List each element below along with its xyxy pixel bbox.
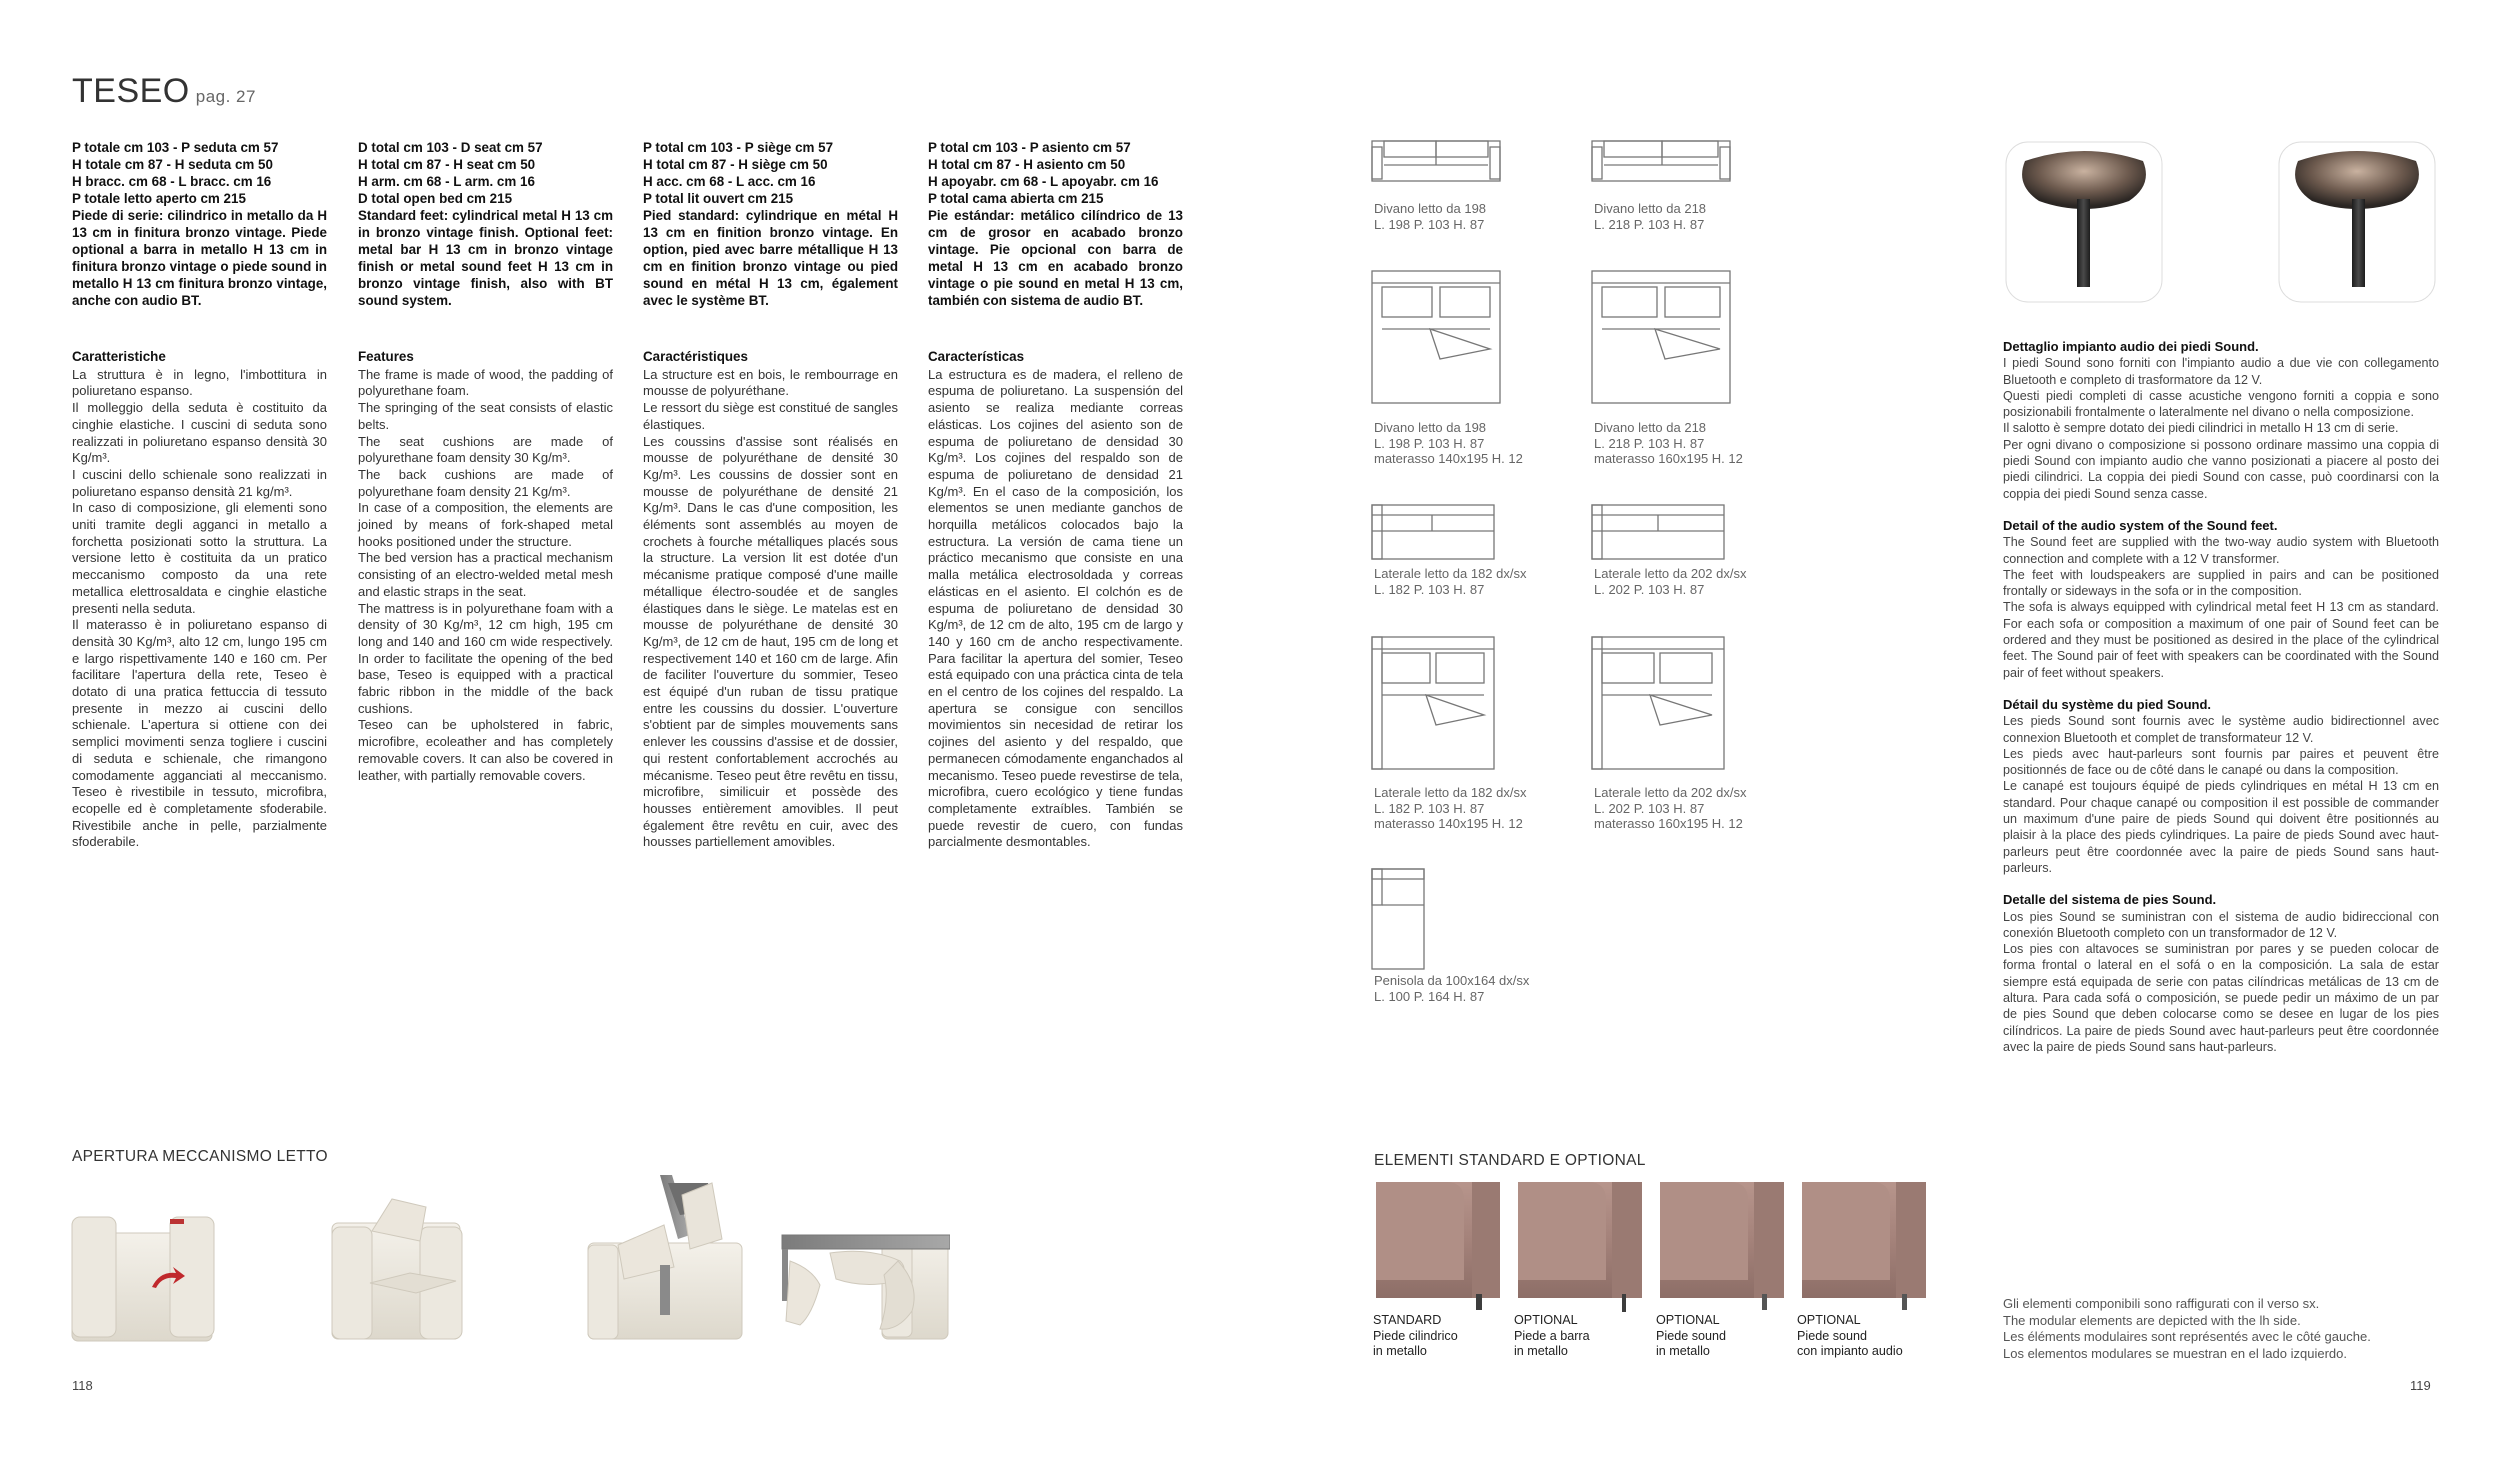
element-mattress: materasso 140x195 H. 12 bbox=[1374, 816, 1523, 831]
feet-option-line: Piede a barra bbox=[1514, 1328, 1590, 1343]
description-fr bbox=[643, 349, 898, 851]
element-dims: L. 218 P. 103 H. 87 bbox=[1594, 216, 1705, 232]
page-title bbox=[72, 72, 256, 111]
spec-feet-text: Piede di serie: cilindrico in metallo da H 13 cm in finitura bronzo vintage. Piede optional a barra in metallo H 13 cm in finitura bronzo vintage o piede sound in metallo H 13 cm finitura bronzo vintage, anche con audio BT. bbox=[72, 208, 327, 308]
element-caption bbox=[1374, 973, 1529, 1004]
sound-foot-photo-1 bbox=[2006, 142, 2162, 302]
description-para: The seat cushions are made of polyurethane foam density 30 Kg/m³. bbox=[358, 433, 613, 466]
foot-photo-sound-audio bbox=[1802, 1182, 1926, 1310]
spec-line: H totale cm 87 - H seduta cm 50 bbox=[72, 157, 273, 172]
element-dims: L. 182 P. 103 H. 87 bbox=[1374, 581, 1485, 597]
mechanism-step-2 bbox=[332, 1199, 462, 1339]
audio-text: Les pieds Sound sont fournis avec le système audio bidirectionnel avec connexion Bluetooth et complet de transformateur 12 V. Les pieds avec haut-parleurs sont fournis par paires et peuvent être positionnés de face ou de côté dans le canapé ou dans la composition. Le canapé est toujours équipé de pieds cylindriques en métal H 13 cm en standard. Pour chaque canapé ou composition il est possible de commander un maximum d'une paire de pieds Sound qui doivent être positionnés au plaisir à la place des pieds cylindriques. La paire de pieds Sound avec haut-parleurs peut être coordonnée avec la paire de pieds Sound sans haut-parleurs. bbox=[2003, 714, 2439, 875]
audio-heading: Dettaglio impianto audio dei piedi Sound. bbox=[2003, 339, 2259, 354]
description-heading: Caractéristiques bbox=[643, 349, 748, 364]
footnote-line: Los elementos modulares se muestran en el lado izquierdo. bbox=[2003, 1345, 2347, 1361]
description-it bbox=[72, 349, 327, 851]
mechanism-step-1 bbox=[72, 1217, 214, 1341]
side-bed-182-top bbox=[1372, 637, 1494, 769]
feet-option-kind: OPTIONAL bbox=[1797, 1313, 1861, 1327]
mechanism-title: APERTURA MECCANISMO LETTO bbox=[72, 1148, 328, 1165]
element-mattress: materasso 160x195 H. 12 bbox=[1594, 451, 1743, 466]
element-mattress: materasso 140x195 H. 12 bbox=[1374, 451, 1523, 466]
page-number-left: 118 bbox=[72, 1378, 93, 1393]
spec-line: P totale letto aperto cm 215 bbox=[72, 191, 246, 206]
description-heading: Features bbox=[358, 349, 414, 364]
feet-option-line: con impianto audio bbox=[1797, 1344, 1903, 1358]
footnote-line: Les éléments modulaires sont représentés avec le côté gauche. bbox=[2003, 1329, 2371, 1344]
element-dims: L. 100 P. 164 H. 87 bbox=[1374, 988, 1485, 1004]
elements-drawings bbox=[1370, 135, 1770, 987]
bed-198-top bbox=[1372, 271, 1500, 403]
description-para: Il molleggio della seduta è costituito da cinghie elastiche. I cuscini di seduta sono realizzati in poliuretano espanso densità 30 Kg/m³. bbox=[72, 400, 327, 466]
spec-line: D total cm 103 - D seat cm 57 bbox=[358, 140, 543, 155]
modular-footnote bbox=[2003, 1296, 2371, 1362]
feet-option-line: Piede cilindrico bbox=[1373, 1328, 1458, 1343]
mechanism-step-4 bbox=[782, 1235, 950, 1339]
sofa-218-front bbox=[1592, 141, 1730, 181]
element-caption bbox=[1374, 420, 1523, 467]
element-dims: L. 202 P. 103 H. 87 bbox=[1594, 581, 1705, 597]
side-202-front bbox=[1592, 505, 1724, 559]
spec-feet-text: Pie estándar: metálico cilíndrico de 13 cm de grosor en acabado bronzo vintage. Pie opcional con barra de metal H 13 cm en acabado bronzo vintage o pie sound en metal H 13 cm, también con sistema de audio BT. bbox=[928, 208, 1183, 308]
spec-line: P total lit ouvert cm 215 bbox=[643, 191, 794, 206]
description-para: The bed version has a practical mechanism consisting of an electro-welded metal mesh and elastic straps in the seat. bbox=[358, 550, 613, 599]
description-para: La estructura es de madera, el relleno de espuma de poliuretano. La suspensión del asiento se realiza mediante correas elásticas. Los cojines del asiento son de espuma de poliuretano de densidad 30 Kg/m³. Los cojines del respaldo son de espuma de poliuretano de densidad 21 Kg/m³. En el caso de la composición, los elementos se unen mediante ganchos de horquilla metálicos colocados bajo la estructura. La versión de cama tiene un práctico mecanismo que consiste en una malla metálica electrosoldada y correas elásticas en el asiento. El colchón es de espuma de poliuretano de densidad 30 Kg/m³, de 12 cm de alto, 195 cm de largo y 140 y 160 cm de ancho respectivamente. Para facilitar la apertura del somier, Teseo está equipado con una práctica cinta de tela en el centro de los cojines del respaldo. La apertura se consigue con sencillos movimientos sin necesidad de retirar los cojines del asiento y del respaldo, que permanecen cómodamente enganchados al mecanismo. Teseo puede revestirse de tela, microfibra, cuero ecológico y tiene fundas completamente extraíbles. También se puede revestir de cuero, con fundas parcialmente desmontables. bbox=[928, 366, 1183, 850]
audio-block-en bbox=[2003, 518, 2439, 681]
element-caption bbox=[1594, 201, 1706, 232]
feet-option-line: Piede sound bbox=[1797, 1328, 1868, 1343]
foot-photo-cylinder bbox=[1376, 1182, 1500, 1310]
sound-feet-photos bbox=[2003, 139, 2443, 309]
foot-photo-bar bbox=[1518, 1182, 1642, 1312]
audio-heading: Detalle del sistema de pies Sound. bbox=[2003, 892, 2217, 908]
spec-block-en bbox=[358, 139, 613, 309]
feet-option-line: in metallo bbox=[1514, 1344, 1568, 1358]
feet-option bbox=[1373, 1313, 1458, 1360]
element-caption bbox=[1374, 785, 1527, 832]
element-dims: L. 202 P. 103 H. 87 bbox=[1594, 800, 1705, 816]
feet-photos bbox=[1372, 1178, 1932, 1314]
spec-line: H total cm 87 - H asiento cm 50 bbox=[928, 157, 1126, 172]
feet-option-line: Piede sound bbox=[1656, 1328, 1727, 1343]
description-para: The frame is made of wood, the padding of polyurethane foam. bbox=[358, 366, 613, 399]
element-dims: L. 218 P. 103 H. 87 bbox=[1594, 435, 1705, 451]
feet-option bbox=[1797, 1313, 1903, 1360]
element-name: Penisola da 100x164 dx/sx bbox=[1374, 973, 1530, 988]
description-en bbox=[358, 349, 613, 784]
spec-feet-text: Standard feet: cylindrical metal H 13 cm in bronzo vintage finish. Optional feet: metal bar H 13 cm in bronzo vintage finish or metal sound feet H 13 cm in bronzo vintage finish, also with BT sound system. bbox=[358, 208, 613, 308]
element-dims: L. 198 P. 103 H. 87 bbox=[1374, 216, 1485, 232]
spec-line: H arm. cm 68 - L arm. cm 16 bbox=[358, 174, 535, 189]
feet-option-kind: OPTIONAL bbox=[1656, 1313, 1720, 1327]
audio-text: Los pies Sound se suministran con el sistema de audio bidireccional con conexión Bluetooth completo con un transformador de 12 V. Los pies con altavoces se suministran por pares y se pueden colocar de forma frontal o lateral en el sofá o en la composición. La sala de estar siempre está equipada de serie con patas cilíndricas metálicas de 13 cm de altura. Para cada sofá o composición, se puede pedir un máximo de un par de pies Sound que deben colocarse como se desee en lugar de los pies cilíndricos. La paire de pieds Sound avec haut-parleurs peut être coordonnée avec la paire de pieds Sound sans haut-parleurs. bbox=[2003, 909, 2439, 1054]
feet-option-kind: OPTIONAL bbox=[1514, 1313, 1578, 1327]
element-dims: L. 182 P. 103 H. 87 bbox=[1374, 800, 1485, 816]
element-name: Laterale letto da 182 dx/sx bbox=[1374, 566, 1527, 581]
standard-optional-title: ELEMENTI STANDARD E OPTIONAL bbox=[1374, 1152, 1646, 1169]
element-name: Divano letto da 218 bbox=[1594, 201, 1707, 216]
side-bed-202-top bbox=[1592, 637, 1724, 769]
bed-218-top bbox=[1592, 271, 1730, 403]
feet-option-kind: STANDARD bbox=[1373, 1313, 1442, 1327]
spec-line: D total open bed cm 215 bbox=[358, 191, 513, 206]
spec-block-it bbox=[72, 139, 327, 309]
element-caption bbox=[1374, 566, 1527, 597]
description-heading: Caratteristiche bbox=[72, 349, 166, 364]
description-para: The springing of the seat consists of elastic belts. bbox=[358, 400, 613, 432]
side-182-front bbox=[1372, 505, 1494, 559]
foot-photo-sound bbox=[1660, 1182, 1784, 1310]
spec-block-fr bbox=[643, 139, 898, 309]
product-name: TESEO bbox=[72, 72, 190, 110]
element-name: Divano letto da 198 bbox=[1374, 201, 1487, 216]
chaise-top bbox=[1372, 869, 1424, 969]
audio-details bbox=[2003, 339, 2439, 1071]
element-name: Divano letto da 218 bbox=[1594, 420, 1707, 435]
spec-line: H bracc. cm 68 - L bracc. cm 16 bbox=[72, 174, 272, 189]
element-name: Laterale letto da 182 dx/sx bbox=[1374, 785, 1527, 800]
description-para: La structure est en bois, le rembourrage en mousse de polyuréthane. bbox=[643, 366, 898, 399]
element-caption bbox=[1594, 785, 1747, 832]
spec-line: H total cm 87 - H seat cm 50 bbox=[358, 157, 536, 172]
spec-line: H acc. cm 68 - L acc. cm 16 bbox=[643, 174, 816, 189]
element-name: Divano letto da 198 bbox=[1374, 420, 1487, 435]
description-para: Le ressort du siège est constitué de sangles élastiques. bbox=[643, 400, 898, 432]
spec-block-es bbox=[928, 139, 1183, 309]
element-caption bbox=[1594, 566, 1747, 597]
mechanism-illustrations bbox=[70, 1165, 950, 1355]
description-para: Teseo can be upholstered in fabric, microfibre, ecoleather and has completely removable covers. It can also be covered in leather, with partially removable covers. bbox=[358, 717, 613, 783]
element-caption bbox=[1374, 201, 1486, 232]
sofa-198-front bbox=[1372, 141, 1500, 181]
audio-text: The Sound feet are supplied with the two-way audio system with Bluetooth connection and complete with a 12 V transformer. The feet with loudspeakers are supplied in pairs and can be positioned frontally or sideways in the sofa or in the composition. The sofa is always equipped with cylindrical metal feet H 13 cm as standard. For each sofa or composition a maximum of one pair of Sound feet can be ordered and they must be positioned as desired in the place of the cylindrical feet. The Sound pair of feet with speakers can be coordinated with the Sound pair of feet without speakers. bbox=[2003, 535, 2439, 680]
description-para: Il materasso è in poliuretano espanso di densità 30 Kg/m³, alto 12 cm, lungo 195 cm e largo rispettivamente 140 e 160 cm. Per facilitare l'apertura della rete, Teseo è dotato di una pratica fettuccia di tessuto presente in mezzo ai cuscini dello schienale. L'apertura si ottiene con dei semplici movimenti senza togliere i cuscini di seduta e schienale, che rimangono comodamente agganciati al meccanismo. Teseo è rivestibile in tessuto, microfibra, ecopelle ed è completamente sfoderabile. Rivestibile anche in pelle, parzialmente sfoderabile. bbox=[72, 617, 327, 850]
audio-text: I piedi Sound sono forniti con l'impianto audio a due vie con collegamento Bluetooth e completo di trasformatore da 12 V. Questi piedi completi di casse acustiche vengono forniti a coppia e sono posizionabili frontalmente o lateralmente nel divano o nella composizione. Il salotto è sempre dotato dei piedi cilindrici in metallo H 13 cm di serie. Per ogni divano o composizione si possono ordinare massimo una coppia di piedi Sound con impianto audio che vanno posizionati a piacere al posto dei piedi cilindrici. La coppia dei piedi Sound con casse, può coordinarsi con la coppia dei piedi Sound senza casse. bbox=[2003, 356, 2439, 501]
spec-line: P total cm 103 - P asiento cm 57 bbox=[928, 140, 1131, 155]
description-para: In caso di composizione, gli elementi sono uniti tramite degli agganci in metallo a forchetta posizionati sotto la struttura. La versione letto è costituita da un pratico meccanismo composto da una rete metallica elettrosaldata e cinghie elastiche presenti nella seduta. bbox=[72, 500, 327, 616]
element-caption bbox=[1594, 420, 1743, 467]
description-para: I cuscini dello schienale sono realizzati in poliuretano espanso densità 21 kg/m³. bbox=[72, 466, 327, 499]
description-para: The mattress is in polyurethane foam with a density of 30 Kg/m³, 12 cm high, 195 cm long and 140 and 160 cm wide respectively. In order to facilitate the opening of the bed base, Teseo is equipped with a practical fabric ribbon in the middle of the back cushions. bbox=[358, 600, 613, 716]
description-es bbox=[928, 349, 1183, 851]
description-para: In case of a composition, the elements are joined by means of fork-shaped metal hooks positioned under the structure. bbox=[358, 500, 613, 549]
spec-line: H apoyabr. cm 68 - L apoyabr. cm 16 bbox=[928, 174, 1159, 189]
element-mattress: materasso 160x195 H. 12 bbox=[1594, 816, 1743, 831]
footnote-line: The modular elements are depicted with the lh side. bbox=[2003, 1312, 2301, 1328]
feet-option-line: in metallo bbox=[1656, 1344, 1710, 1358]
audio-heading: Détail du système du pied Sound. bbox=[2003, 696, 2212, 712]
page-reference: pag. 27 bbox=[195, 87, 256, 106]
audio-heading: Detail of the audio system of the Sound feet. bbox=[2003, 517, 2278, 533]
spec-line: P totale cm 103 - P seduta cm 57 bbox=[72, 140, 279, 155]
feet-option bbox=[1514, 1313, 1590, 1360]
description-heading: Características bbox=[928, 349, 1025, 364]
audio-block-es bbox=[2003, 892, 2439, 1055]
element-dims: L. 198 P. 103 H. 87 bbox=[1374, 435, 1485, 451]
element-name: Laterale letto da 202 dx/sx bbox=[1594, 566, 1747, 581]
spec-line: H total cm 87 - H siège cm 50 bbox=[643, 157, 828, 172]
audio-block-fr bbox=[2003, 697, 2439, 876]
spec-line: P total cm 103 - P siège cm 57 bbox=[643, 140, 834, 155]
mechanism-step-3 bbox=[588, 1175, 742, 1339]
spec-feet-text: Pied standard: cylindrique en métal H 13 cm en finition bronzo vintage. En option, pied avec barre métallique H 13 cm en finition bronzo vintage ou pied sound en métal H 13 cm, également avec le système BT. bbox=[643, 208, 898, 308]
feet-option bbox=[1656, 1313, 1726, 1360]
footnote-line: Gli elementi componibili sono raffigurati con il verso sx. bbox=[2003, 1296, 2320, 1311]
spec-line: P total cama abierta cm 215 bbox=[928, 191, 1104, 206]
sound-foot-photo-2 bbox=[2279, 142, 2435, 302]
description-para: Les coussins d'assise sont réalisés en mousse de polyuréthane de densité 30 Kg/m³. Les coussins de dossier sont en mousse de polyuréthane de densité 21 Kg/m³. Dans le cas d'une composition, les éléments sont assemblés au moyen de crochets à fourche métalliques placés sous la structure. La version lit est dotée d'un mécanisme pratique composé d'une maille métallique électro-soudée et de sangles élastiques dans le siège. Le matelas est en mousse de polyuréthane de densité 30 Kg/m³, de 12 cm de haut, 195 cm de long et respectivement 140 et 160 cm de large. Afin de faciliter l'ouverture du sommier, Teseo est équipé d'un ruban de tissu pratique entre les coussins du dossier. L'ouverture s'obtient par de simples mouvements sans enlever les coussins d'assise et de dossier, qui restent confortablement accrochés au mécanisme. Teseo peut être revêtu en tissu, microfibre, similicuir et possède des housses entièrement amovibles. Il peut également être revêtu en cuir, avec des housses partiellement amovibles. bbox=[643, 433, 898, 850]
feet-option-line: in metallo bbox=[1373, 1344, 1427, 1358]
description-para: The back cushions are made of polyurethane foam density 21 Kg/m³. bbox=[358, 466, 613, 499]
description-para: La struttura è in legno, l'imbottitura in poliuretano espanso. bbox=[72, 366, 327, 399]
audio-block-it bbox=[2003, 339, 2439, 502]
page-number-right: 119 bbox=[2410, 1378, 2431, 1393]
element-name: Laterale letto da 202 dx/sx bbox=[1594, 785, 1747, 800]
